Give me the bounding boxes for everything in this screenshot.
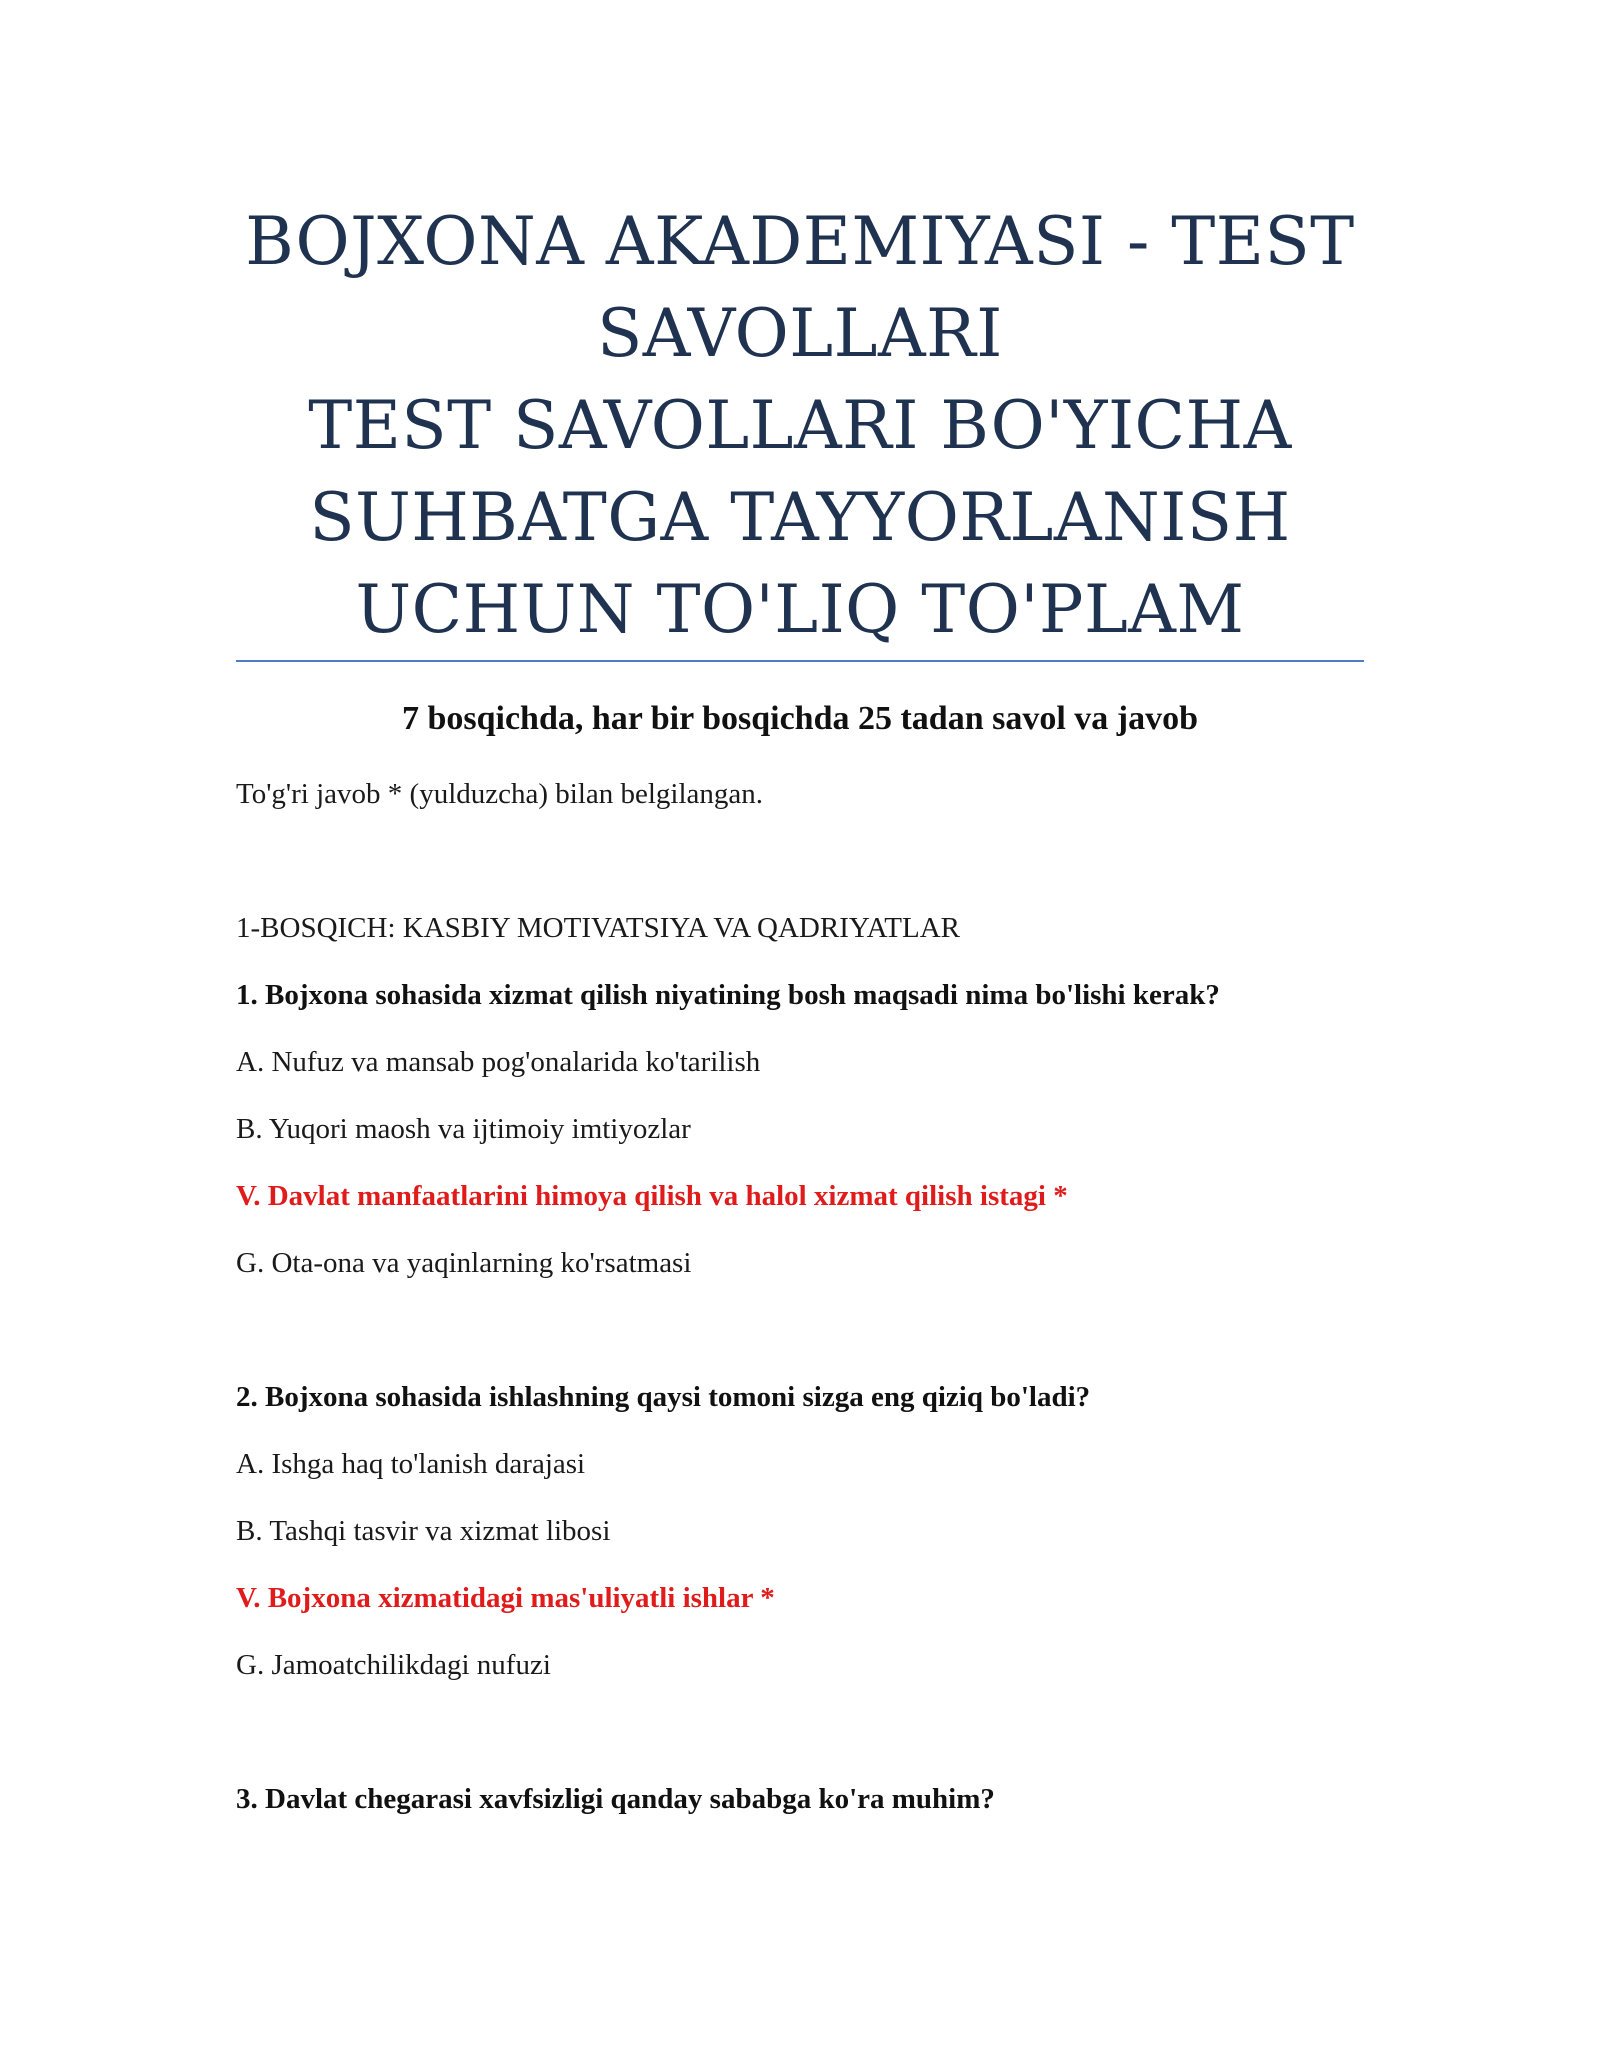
document-title	[236, 196, 1364, 656]
option-2a: A. Ishga haq to'lanish darajasi	[236, 1448, 586, 1480]
title-line: TEST SAVOLLARI BO'YICHA	[308, 387, 1292, 464]
note-text: To'g'ri javob * (yulduzcha) bilan belgilangan.	[236, 778, 764, 810]
option-2g: G. Jamoatchilikdagi nufuzi	[236, 1649, 551, 1681]
correct-option-1v: V. Davlat manfaatlarini himoya qilish va halol xizmat qilish istagi *	[236, 1180, 1068, 1212]
question-2: 2. Bojxona sohasida ishlashning qaysi tomoni sizga eng qiziq bo'ladi?	[236, 1381, 1091, 1413]
title-line: UCHUN TO'LIQ TO'PLAM	[355, 571, 1245, 648]
subtitle: 7 bosqichda, har bir bosqichda 25 tadan savol va javob	[401, 700, 1199, 737]
section-heading: 1-BOSQICH: KASBIY MOTIVATSIYA VA QADRIYATLAR	[236, 912, 961, 944]
option-2b: B. Tashqi tasvir va xizmat libosi	[236, 1515, 611, 1547]
title-line: BOJXONA AKADEMIYASI - TEST	[245, 203, 1355, 280]
title-line: SUHBATGA TAYYORLANISH	[309, 479, 1291, 556]
option-1g: G. Ota-ona va yaqinlarning ko'rsatmasi	[236, 1247, 692, 1279]
question-1: 1. Bojxona sohasida xizmat qilish niyatining bosh maqsadi nima bo'lishi kerak?	[236, 979, 1220, 1011]
title-line: SAVOLLARI	[597, 295, 1003, 372]
option-1a: A. Nufuz va mansab pog'onalarida ko'tarilish	[236, 1046, 761, 1078]
title-divider	[236, 660, 1364, 662]
question-3: 3. Davlat chegarasi xavfsizligi qanday sababga ko'ra muhim?	[236, 1783, 995, 1815]
correct-option-2v: V. Bojxona xizmatidagi mas'uliyatli ishlar *	[236, 1582, 775, 1614]
option-1b: B. Yuqori maosh va ijtimoiy imtiyozlar	[236, 1113, 691, 1145]
